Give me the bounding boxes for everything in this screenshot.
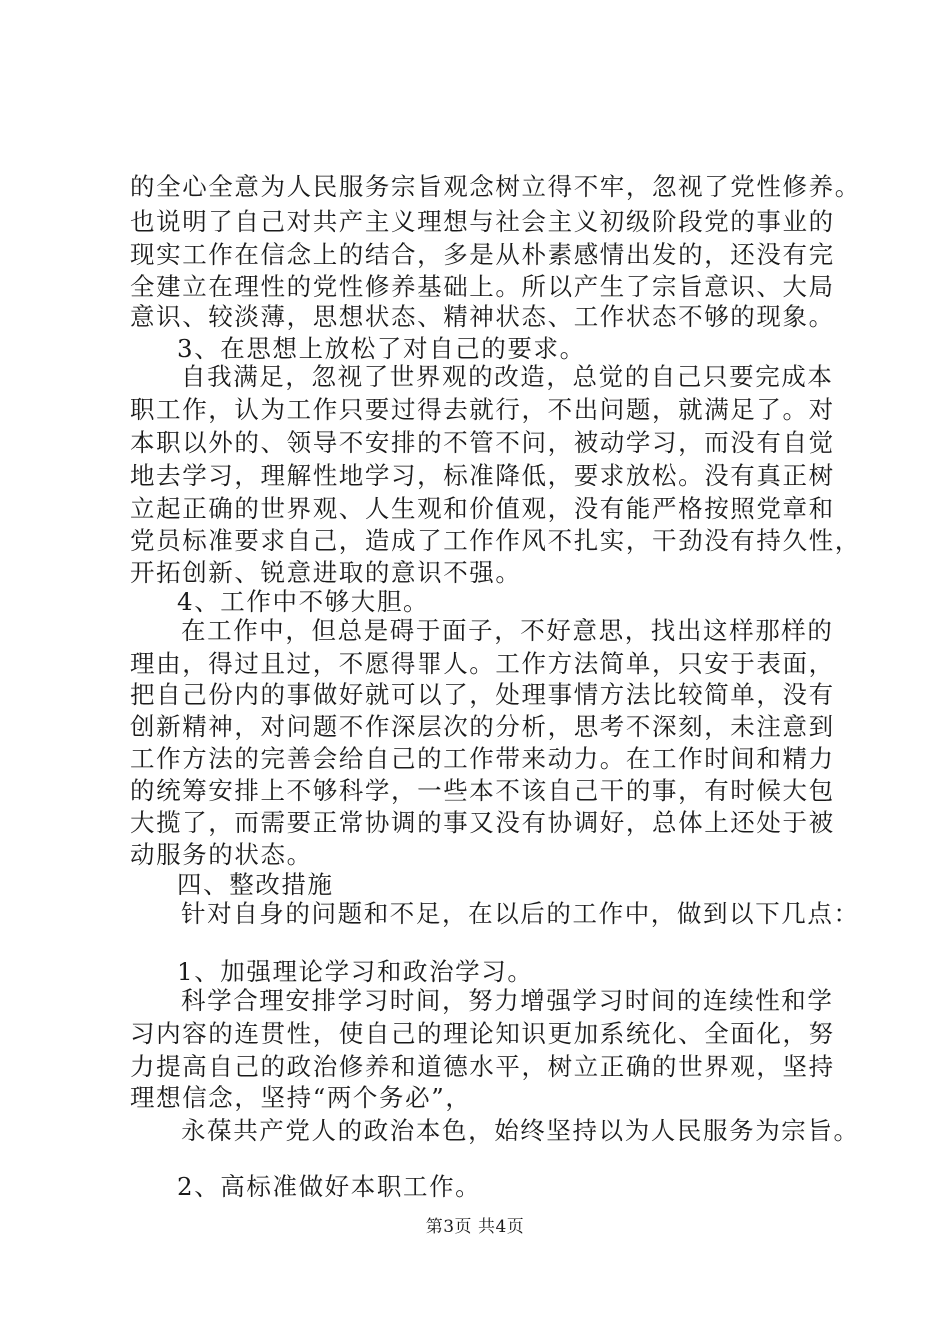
paragraph-line: 创新精神，对问题不作深层次的分析，思考不深刻，未注意到: [130, 712, 835, 741]
paragraph-line: 科学合理安排学习时间，努力增强学习时间的连续性和学: [181, 986, 834, 1015]
paragraph-line: 自我满足，忽视了世界观的改造，总觉的自己只要完成本: [181, 362, 834, 391]
paragraph-line: 永葆共产党人的政治本色，始终坚持以为人民服务为宗旨。: [181, 1116, 860, 1145]
paragraph-line: 党员标准要求自己，造成了工作作风不扎实，干劲没有持久性，: [130, 526, 861, 555]
paragraph-line: 的全心全意为人民服务宗旨观念树立得不牢，忽视了党性修养。: [130, 172, 861, 201]
section-heading: 4、工作中不够大胆。: [177, 587, 430, 616]
section-heading: 2、高标准做好本职工作。: [177, 1172, 482, 1201]
section-heading: 3、在思想上放松了对自己的要求。: [177, 334, 586, 363]
paragraph-line: 针对自身的问题和不足，在以后的工作中，做到以下几点：: [181, 899, 860, 928]
paragraph-line: 力提高自己的政治修养和道德水平，树立正确的世界观，坚持: [130, 1052, 835, 1081]
paragraph-line: 把自己份内的事做好就可以了，处理事情方法比较简单，没有: [130, 680, 835, 709]
paragraph-line: 地去学习，理解性地学习，标准降低，要求放松。没有真正树: [130, 461, 835, 490]
paragraph-line: 也说明了自己对共产主义理想与社会主义初级阶段党的事业的: [130, 207, 835, 236]
paragraph-line: 意识、较淡薄，思想状态、精神状态、工作状态不够的现象。: [130, 302, 835, 331]
paragraph-line: 大揽了，而需要正常协调的事又没有协调好，总体上还处于被: [130, 808, 835, 837]
paragraph-line: 全建立在理性的党性修养基础上。所以产生了宗旨意识、大局: [130, 272, 835, 301]
section-heading: 四、整改措施: [177, 870, 334, 899]
paragraph-line: 职工作，认为工作只要过得去就行，不出问题，就满足了。对: [130, 395, 835, 424]
paragraph-line: 立起正确的世界观、人生观和价值观，没有能严格按照党章和: [130, 494, 835, 523]
paragraph-line: 理想信念，坚持“两个务必”，: [130, 1083, 472, 1112]
paragraph-line: 现实工作在信念上的结合，多是从朴素感情出发的，还没有完: [130, 240, 835, 269]
paragraph-line: 动服务的状态。: [130, 840, 313, 869]
paragraph-line: 本职以外的、领导不安排的不管不问，被动学习，而没有自觉: [130, 428, 835, 457]
section-heading: 1、加强理论学习和政治学习。: [177, 957, 534, 986]
page-number-footer: 第3页 共4页: [425, 1217, 525, 1237]
paragraph-line: 习内容的连贯性，使自己的理论知识更加系统化、全面化，努: [130, 1019, 835, 1048]
paragraph-line: 理由，得过且过，不愿得罪人。工作方法简单，只安于表面，: [130, 649, 835, 678]
paragraph-line: 的统筹安排上不够科学，一些本不该自己干的事，有时候大包: [130, 776, 835, 805]
paragraph-line: 工作方法的完善会给自己的工作带来动力。在工作时间和精力: [130, 744, 835, 773]
paragraph-line: 开拓创新、锐意进取的意识不强。: [130, 558, 522, 587]
paragraph-line: 在工作中，但总是碍于面子，不好意思，找出这样那样的: [181, 616, 834, 645]
